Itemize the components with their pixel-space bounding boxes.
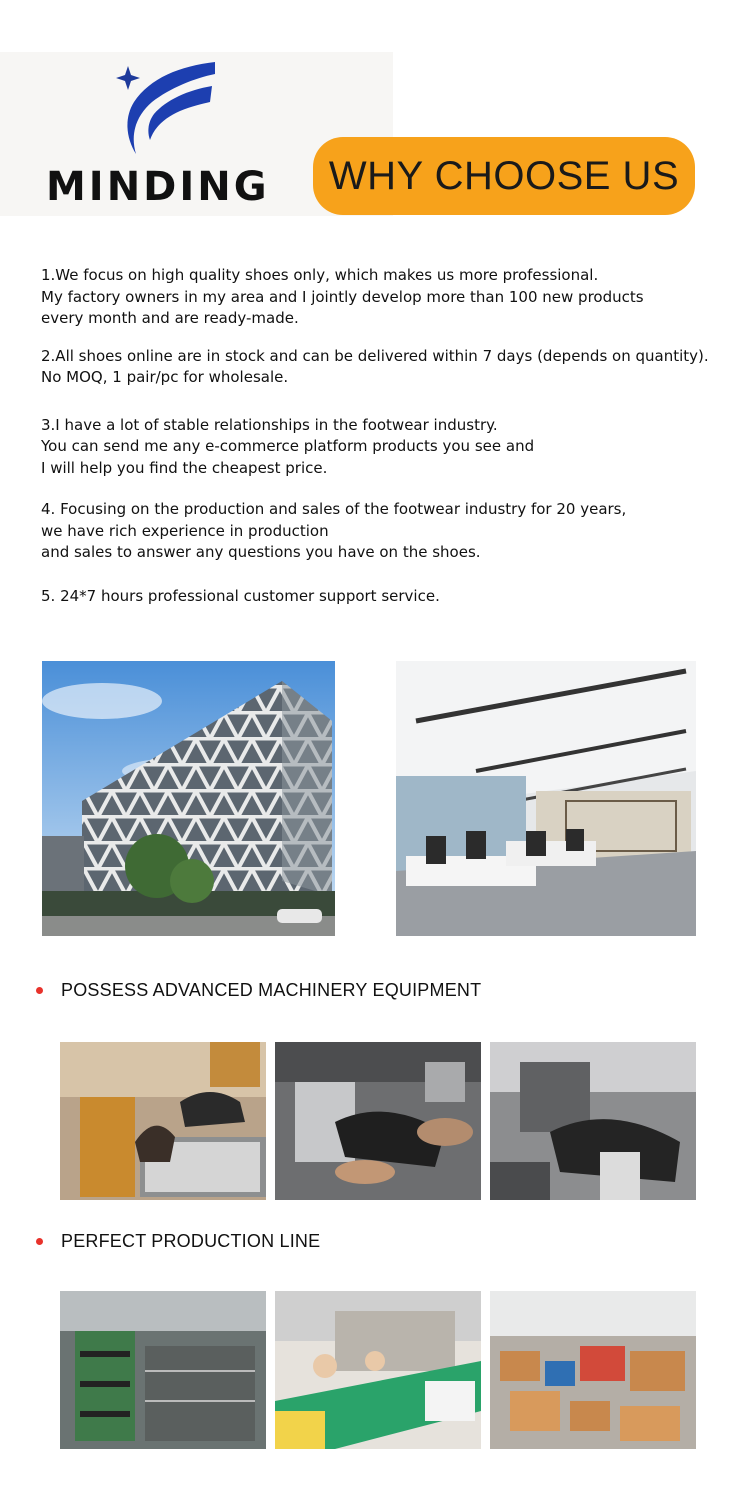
selling-point <box>41 346 746 389</box>
bullet-icon <box>36 1238 43 1245</box>
point-line: I will help you find the cheapest price. <box>41 458 328 477</box>
selling-points <box>41 265 746 623</box>
point-line: 2.All shoes online are in stock and can be delivered within 7 days (depends on quantity). <box>41 346 709 365</box>
selling-point <box>41 415 746 480</box>
point-line: every month and are ready-made. <box>41 309 299 327</box>
production-line-photo <box>60 1291 266 1449</box>
point-line: No MOQ, 1 pair/pc for wholesale. <box>41 368 289 386</box>
selling-point <box>41 499 746 564</box>
machinery-photo <box>275 1042 481 1200</box>
point-line: 4. Focusing on the production and sales of the footwear industry for 20 years, <box>41 500 627 518</box>
point-line: You can send me any e-commerce platform products you see and <box>41 437 535 455</box>
machinery-section-heading <box>36 980 481 1001</box>
machinery-photo <box>490 1042 696 1200</box>
point-line: 5. 24*7 hours professional customer support service. <box>41 586 440 605</box>
bullet-icon <box>36 987 43 994</box>
point-line: and sales to answer any questions you have on the shoes. <box>41 543 481 561</box>
selling-point <box>41 586 746 608</box>
point-line: 1.We focus on high quality shoes only, which makes us more professional. <box>41 266 599 284</box>
point-line: 3.I have a lot of stable relationships in the footwear industry. <box>41 415 498 434</box>
machinery-photo <box>60 1042 266 1200</box>
selling-point <box>41 265 746 330</box>
point-line: My factory owners in my area and I jointly develop more than 100 new products <box>41 287 644 306</box>
production-line-photo <box>275 1291 481 1449</box>
production-section-heading <box>36 1231 320 1252</box>
office-interior-photo <box>396 661 696 936</box>
brand-name: MINDING <box>46 164 270 210</box>
brand-swoosh-icon <box>100 56 230 166</box>
page-title: WHY CHOOSE US <box>328 153 680 198</box>
factory-building-photo <box>42 661 335 936</box>
section-title: PERFECT PRODUCTION LINE <box>61 1231 321 1251</box>
production-line-photo <box>490 1291 696 1449</box>
section-title: POSSESS ADVANCED MACHINERY EQUIPMENT <box>61 980 482 1000</box>
point-line: we have rich experience in production <box>41 521 329 540</box>
why-choose-us-badge <box>313 137 695 215</box>
